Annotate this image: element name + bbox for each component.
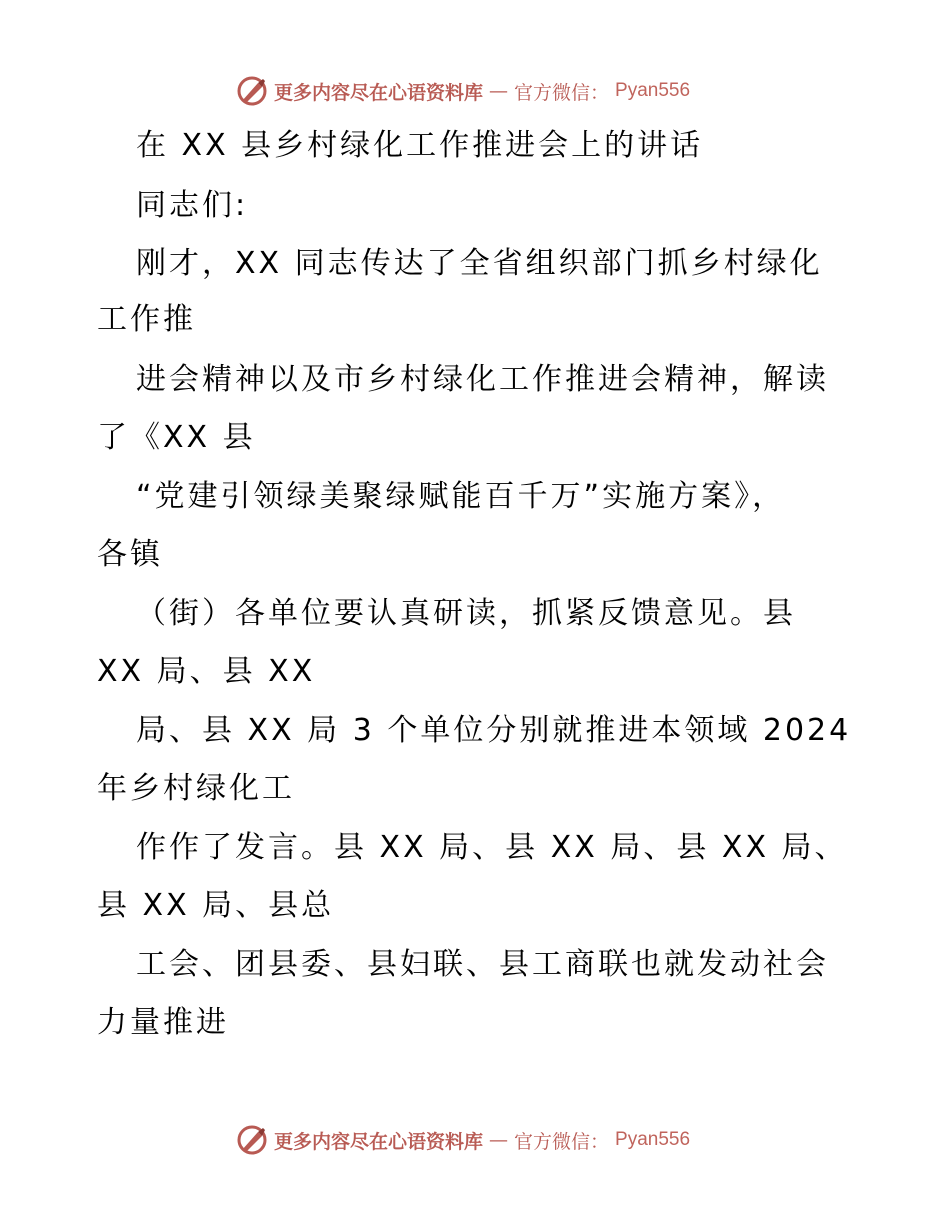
text-line: 了《XX 县 xyxy=(97,420,256,455)
text-line: 刚才，XX 同志传达了全省组织部门抓乡村绿化 xyxy=(136,246,823,281)
text-line: 局、县 XX 局 3 个单位分别就推进本领域 2024 xyxy=(136,713,852,748)
text-line: 作作了发言。县 XX 局、县 XX 局、县 XX 局、 xyxy=(136,830,848,865)
header-watermark xyxy=(236,74,690,108)
text-line: XX 局、县 XX xyxy=(97,654,316,689)
document-title: 在 XX 县乡村绿化工作推进会上的讲话 xyxy=(136,128,704,163)
text-line: 工会、团县委、县妇联、县工商联也就发动社会 xyxy=(136,947,829,982)
text-line: 年乡村绿化工 xyxy=(97,771,295,806)
pen-logo-icon xyxy=(236,75,268,107)
watermark-separator: — xyxy=(489,80,509,102)
text-line: （街）各单位要认真研读，抓紧反馈意见。县 xyxy=(136,596,796,631)
watermark-brand: 更多内容尽在心语资料库 xyxy=(274,1130,484,1153)
watermark-separator: — xyxy=(489,1129,509,1151)
watermark-wechat-label: 官方微信： xyxy=(514,81,610,104)
text-line: 进会精神以及市乡村绿化工作推进会精神，解读 xyxy=(136,362,829,397)
text-line: 工作推 xyxy=(97,302,196,337)
footer-watermark xyxy=(236,1123,690,1157)
text-line: “党建引领绿美聚绿赋能百千万”实施方案》， xyxy=(136,479,786,514)
watermark-wechat-id: Pyan556 xyxy=(615,80,691,101)
watermark-wechat-id: Pyan556 xyxy=(615,1129,691,1150)
watermark-brand: 更多内容尽在心语资料库 xyxy=(274,81,484,104)
pen-logo-icon xyxy=(236,1124,268,1156)
text-line: 同志们: xyxy=(136,188,249,223)
text-line: 力量推进 xyxy=(97,1005,229,1040)
text-line: 各镇 xyxy=(97,537,163,572)
watermark-wechat-label: 官方微信： xyxy=(514,1130,610,1153)
text-line: 县 XX 局、县总 xyxy=(97,888,335,923)
